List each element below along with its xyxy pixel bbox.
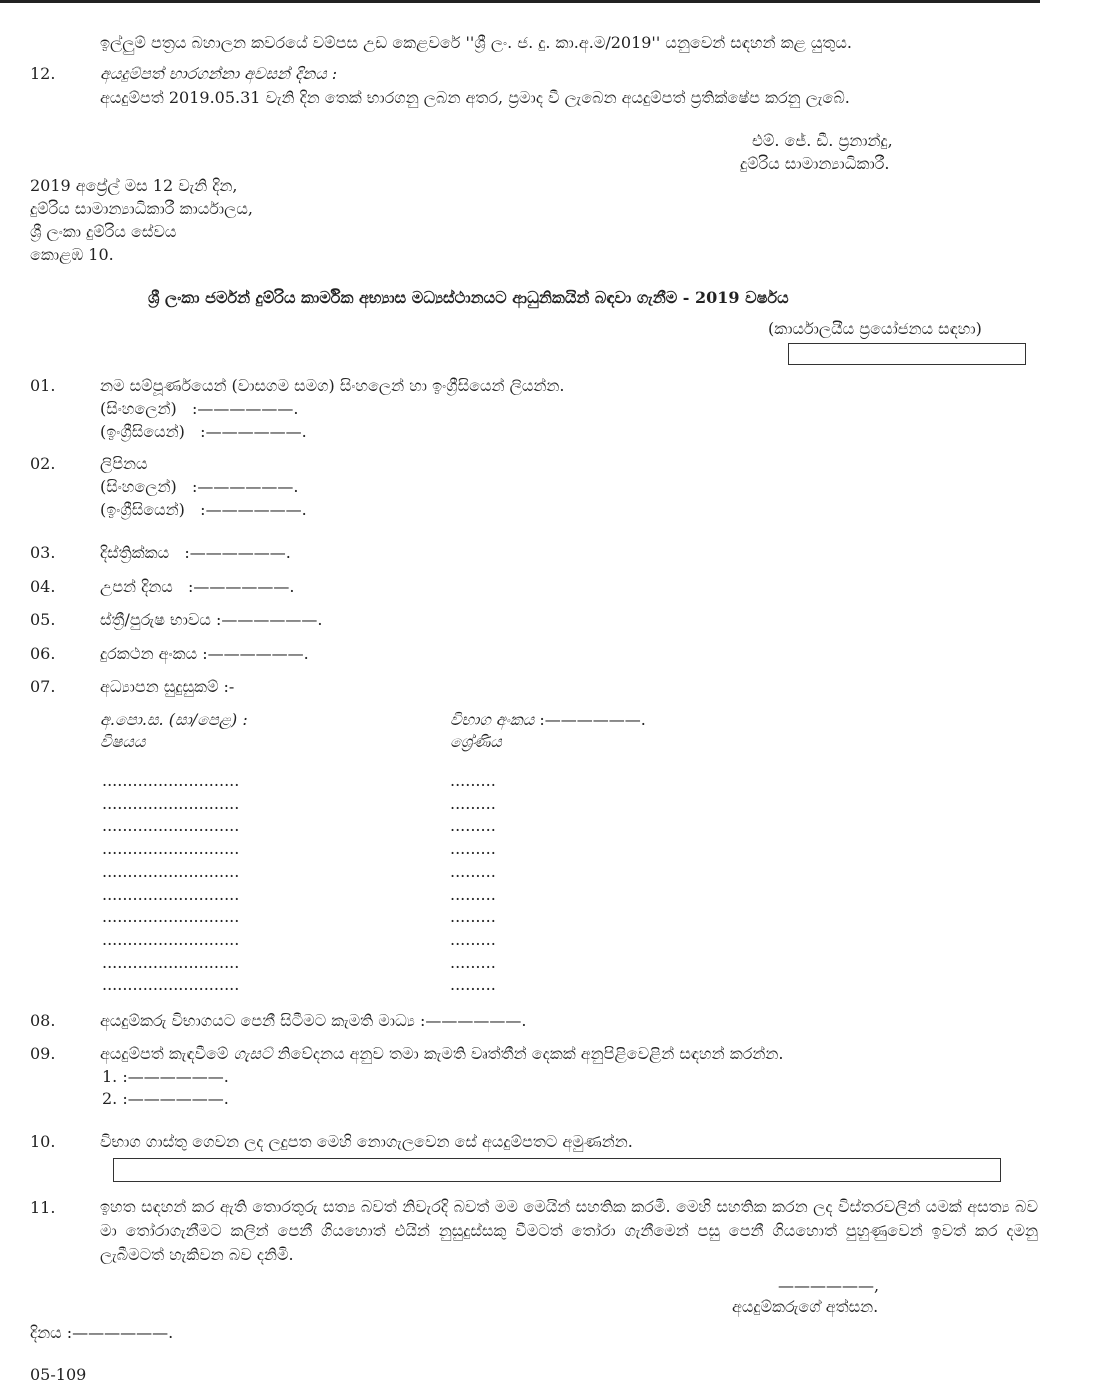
q04-field[interactable]: උපන් දිනය :——————. <box>100 577 295 596</box>
form-title: ශ්‍රී ලංකා ජර්මන් දුම්රිය කාර්මික අභ්‍යාස මධ්‍යස්ථානයට ආධුනිකයින් බඳවා ගැනීම - 2019 වර්ෂය <box>148 288 789 307</box>
subject-entry[interactable]: ........................... <box>102 930 240 949</box>
q10-label: විභාග ගාස්තු ගෙවන ලද ලදුපත මෙහි නොගැලවෙන සේ අයදුම්පතට අමුණන්න. <box>100 1132 633 1151</box>
q03-label: දිස්ත්‍රික්කය <box>100 543 170 562</box>
q01-sinhala-label: (සිංහලෙන්) <box>100 399 177 418</box>
grade-entry[interactable]: ......... <box>450 816 496 835</box>
q05-number: 05. <box>30 610 56 629</box>
signature-label: අයදුම්කරුගේ අත්සන. <box>732 1297 879 1316</box>
q08-field[interactable]: අයදුම්කරු විභාගයට පෙනී සිටීමට කැමති මාධ්‍ය :——————. <box>100 1011 527 1030</box>
q01-english-field[interactable]: (ඉංග්‍රීසියෙන්) :——————. <box>100 422 307 441</box>
q07-exam-label: අ.පො.ස. (සා/පෙළ) : <box>100 710 248 729</box>
q06-label: දුරකථන අංකය <box>100 644 198 663</box>
q09-label: අයදුම්පත් කැඳවීමේ ගැසට් නිවේදනය අනුව තමා කැමති වෘත්තීන් දෙකක් අනුපිළිවෙළින් සඳහන් කරන්න. <box>100 1044 784 1063</box>
q08-label: අයදුම්කරු විභාගයට පෙනී සිටීමට කැමති මාධ්‍ය <box>100 1011 415 1030</box>
q02-sinhala-label: (සිංහලෙන්) <box>100 477 177 496</box>
q04-number: 04. <box>30 577 56 596</box>
office-use-label: (කාර්යාලයීය ප්‍රයෝජනය සඳහා) <box>768 319 982 338</box>
q07-label: අධ්‍යාපන සුදුසුකම් :- <box>100 677 235 696</box>
subject-entry[interactable]: ........................... <box>102 839 240 858</box>
grade-entry[interactable]: ......... <box>450 953 496 972</box>
subject-entry[interactable]: ........................... <box>102 907 240 926</box>
q01-sinhala-field[interactable]: (සිංහලෙන්) :——————. <box>100 399 299 418</box>
q02-english-field[interactable]: (ඉංග්‍රීසියෙන්) :——————. <box>100 500 307 519</box>
subject-entry[interactable]: ........................... <box>102 816 240 835</box>
q07-col-subject: විෂයය <box>100 732 146 751</box>
subject-entry[interactable]: ........................... <box>102 794 240 813</box>
q11-declaration: ඉහත සඳහන් කර ඇති තොරතුරු සත්‍ය බවත් නිවැරදි බවත් මම මෙයින් සහතික කරමි. මෙහි සහතික කරන ලද විස්තරවලින් යමක් අසත්‍ය බව මා තෝරාගැනීමට කලින් පෙනී ගියහොත් එයින් නුසුදුස්සකු වීමටත් තෝරා ගැනීමෙන් පසු පෙනී ගියහොත් පුහුණුවෙන් ඉවත් කර දමනු ලැබීමටත් හැකිවන බව දනිමි. <box>100 1197 1038 1264</box>
grade-entry[interactable]: ......... <box>450 885 496 904</box>
q03-field[interactable]: දිස්ත්‍රික්කය :——————. <box>100 543 291 562</box>
q02-sinhala-field[interactable]: (සිංහලෙන්) :——————. <box>100 477 299 496</box>
q05-label: ස්ත්‍රී/පුරුෂ භාවය <box>100 610 211 629</box>
q07-exam-number-label: විභාග අංකය <box>450 710 535 729</box>
address-office: දුම්රිය සාමාන්‍යාධිකාරී කාර්යාලය, <box>30 199 253 218</box>
grade-entry[interactable]: ......... <box>450 930 496 949</box>
subject-entry[interactable]: ........................... <box>102 975 240 994</box>
q06-field[interactable]: දුරකථන අංකය :——————. <box>100 644 309 663</box>
top-rule <box>0 0 1040 3</box>
grade-entry[interactable]: ......... <box>450 839 496 858</box>
date-label: දිනය <box>30 1323 62 1342</box>
subject-entry[interactable]: ........................... <box>102 885 240 904</box>
item-12-text: අයදුම්පත් 2019.05.31 වැනි දින තෙක් භාරගනු ලබන අතර, ප්‍රමාද වී ලැබෙන අයදුම්පත් ප්‍රතික්ෂේප කරනු ලැබේ. <box>100 88 850 107</box>
item-12-number: 12. <box>30 64 56 83</box>
grade-entry[interactable]: ......... <box>450 975 496 994</box>
intro-line: ඉල්ලුම් පත්‍රය බහාලන කවරයේ වම්පස උඩ කෙළවරේ ''ශ්‍රී ලං. ජ. දු. කා.අ.ම/2019'' යනුවෙන් සඳහන් කළ යුතුය. <box>100 33 852 52</box>
address-service: ශ්‍රී ලංකා දුම්රිය සේවය <box>30 222 177 241</box>
date-field[interactable]: දිනය :——————. <box>30 1323 174 1342</box>
q11-number: 11. <box>30 1198 56 1217</box>
q01-label: නම සම්පූර්ණයෙන් (වාසගම සමග) සිංහලෙන් හා ඉංග්‍රීසියෙන් ලියන්න. <box>100 376 565 395</box>
q07-exam-number-field[interactable]: විභාග අංකය :——————. <box>450 710 646 729</box>
address-date: 2019 අප්‍රේල් මස 12 වැනි දින, <box>30 176 238 195</box>
signature-line[interactable]: ——————, <box>778 1276 880 1295</box>
q07-number: 07. <box>30 677 56 696</box>
q09-number: 09. <box>30 1044 56 1063</box>
q10-number: 10. <box>30 1132 56 1151</box>
page-code: 05-109 <box>30 1365 87 1384</box>
q01-number: 01. <box>30 376 56 395</box>
receipt-attach-box[interactable] <box>113 1158 1001 1182</box>
q09-option-2[interactable]: 2. :——————. <box>102 1089 229 1108</box>
item-12-heading: අයදුම්පත් භාරගන්නා අවසන් දිනය : <box>100 64 338 83</box>
office-use-box[interactable] <box>788 343 1026 365</box>
subject-entry[interactable]: ........................... <box>102 771 240 790</box>
q09-option-1[interactable]: 1. :——————. <box>102 1067 229 1086</box>
address-city: කොළඹ 10. <box>30 245 114 264</box>
q07-col-grade: ශ්‍රේණිය <box>450 732 502 751</box>
signatory-title: දුම්රිය සාමාන්‍යාධිකාරී. <box>740 154 890 173</box>
q04-label: උපන් දිනය <box>100 577 173 596</box>
q03-number: 03. <box>30 543 56 562</box>
q09-gazette-word: ගැසට් <box>233 1044 273 1063</box>
q08-number: 08. <box>30 1011 56 1030</box>
grade-entry[interactable]: ......... <box>450 907 496 926</box>
q06-number: 06. <box>30 644 56 663</box>
signatory-name: එම්. ජේ. ඩී. ප්‍රනාන්දු, <box>752 131 893 150</box>
q02-number: 02. <box>30 454 56 473</box>
q01-english-label: (ඉංග්‍රීසියෙන්) <box>100 422 185 441</box>
grade-entry[interactable]: ......... <box>450 794 496 813</box>
grade-entry[interactable]: ......... <box>450 862 496 881</box>
subject-entry[interactable]: ........................... <box>102 862 240 881</box>
grade-entry[interactable]: ......... <box>450 771 496 790</box>
q02-label: ලිපිනය <box>100 454 148 473</box>
q02-english-label: (ඉංග්‍රීසියෙන්) <box>100 500 185 519</box>
subject-entry[interactable]: ........................... <box>102 953 240 972</box>
q05-field[interactable]: ස්ත්‍රී/පුරුෂ භාවය :——————. <box>100 610 323 629</box>
